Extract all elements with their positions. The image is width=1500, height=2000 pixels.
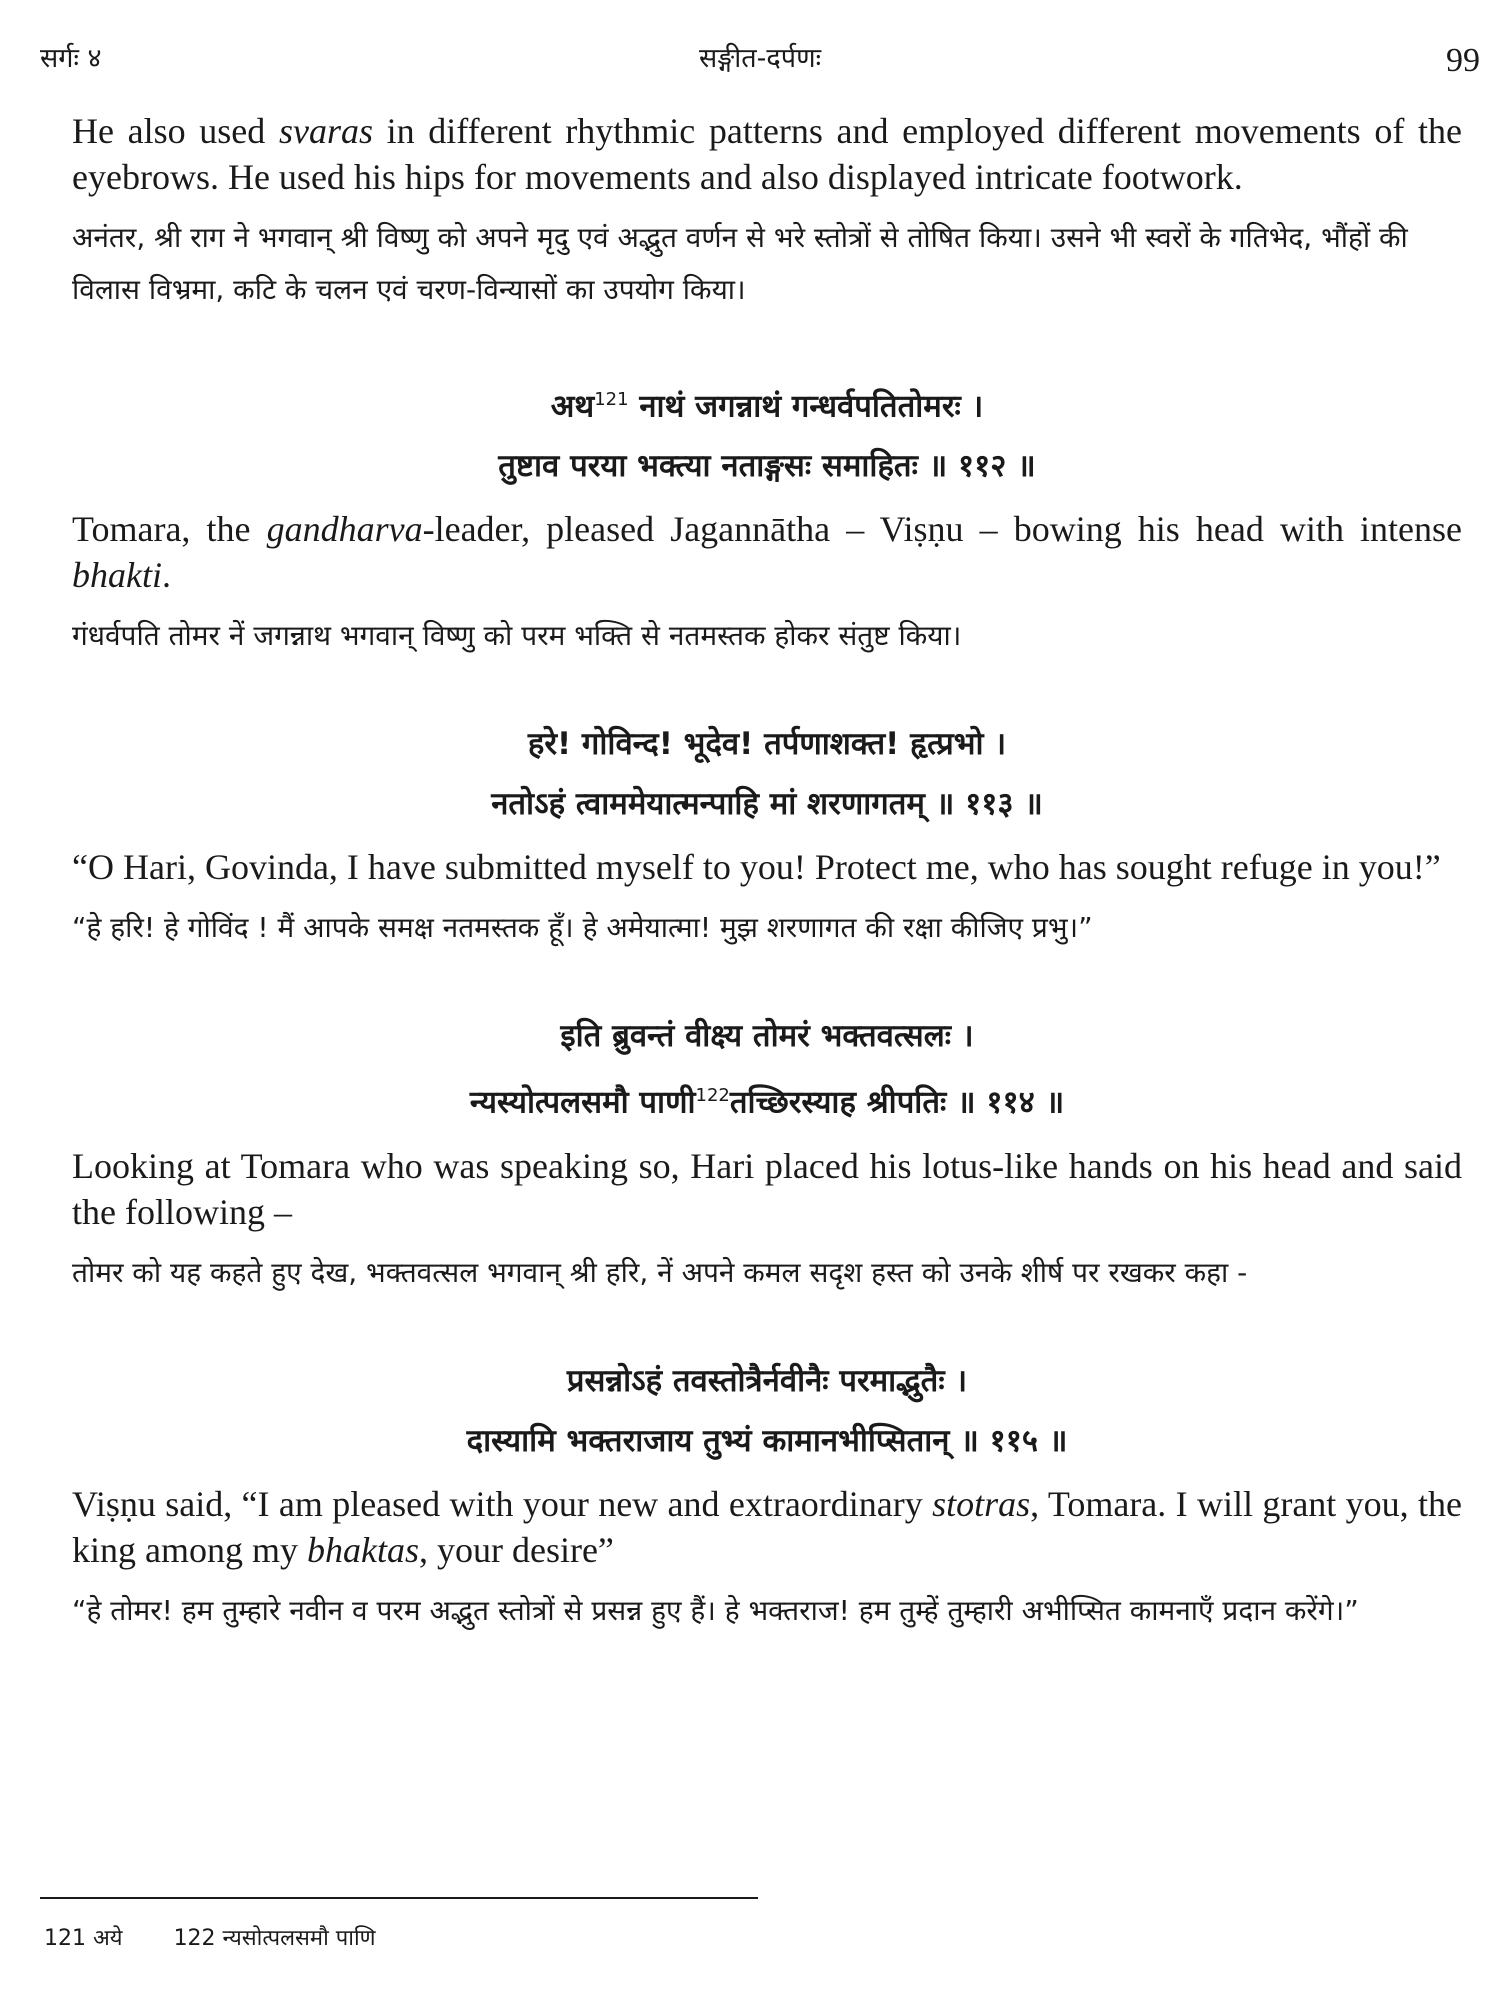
- book-title: सङ्गीत-दर्पणः: [698, 43, 822, 74]
- translation-hi: “हे हरि! हे गोविंद ! मैं आपके समक्ष नतमस्तक हूँ। हे अमेयात्मा! मुझ शरणागत की रक्षा कीजिए प्रभु।”: [72, 911, 1093, 945]
- verse-line: [72, 370, 1462, 436]
- running-header: [40, 38, 1480, 88]
- text-span: -leader, pleased Jagannātha – Viṣṇu – bowing his head with intense: [422, 509, 1463, 550]
- verse-line: तुष्टाव परया भक्त्या नताङ्गसः समाहितः ॥ ११२ ॥: [498, 448, 1036, 485]
- verse-line: हरे! गोविन्द! भूदेव! तर्पणाशक्त! हृत्प्रभो ।: [527, 726, 1007, 763]
- translation-en: [72, 1481, 1462, 1573]
- translation-en: [72, 108, 1462, 200]
- verse-line: इति ब्रुवन्तं वीक्ष्य तोमरं भक्तवत्सलः ।: [560, 1018, 974, 1055]
- translation-hi: गंधर्वपति तोमर नें जगन्नाथ भगवान् विष्णु को परम भक्ति से नतमस्तक होकर संतुष्ट किया।: [72, 619, 962, 653]
- text-span: नाथं जगन्नाथं गन्धर्वपतितोमरः ।: [628, 388, 984, 425]
- footnotes: [44, 1922, 420, 1952]
- text-span: .: [161, 555, 171, 596]
- text-span: Viṣṇu said, “I am pleased with your new and extraordinary: [72, 1483, 933, 1524]
- text-span: He also used: [72, 111, 279, 151]
- text-span: , Tomara. I will grant you, the king among my: [72, 1483, 1462, 1570]
- text-span: in different rhythmic patterns and employed different movements of the eyebrows. He used his hips for movements and also displayed intricate footwork.: [72, 111, 1462, 197]
- footnote: 122 न्यसोत्पलसमौ पाणि: [173, 1926, 376, 1951]
- verse-112: [72, 370, 1462, 496]
- italic-term: svaras: [278, 111, 373, 151]
- translation-en: Looking at Tomara who was speaking so, Hari placed his lotus-like hands on his head and said the following –: [72, 1145, 1462, 1232]
- chapter-label: सर्गः ४: [40, 43, 102, 74]
- verse-line: नतोऽहं त्वाममेयात्मन्पाहि मां शरणागतम् ॥ ११३ ॥: [491, 786, 1043, 823]
- italic-term: gandharva: [266, 509, 423, 550]
- footnote-ref: 122: [695, 1085, 730, 1107]
- verse-113: [72, 714, 1462, 834]
- translation-hi: तोमर को यह कहते हुए देख, भक्तवत्सल भगवान् श्री हरि, नें अपने कमल सदृश हस्त को उनके शीर्ष पर रखकर कहा -: [72, 1255, 1248, 1289]
- text-span: अथ: [550, 388, 595, 425]
- text-span: तच्छिरस्याह श्रीपतिः ॥ ११४ ॥: [729, 1084, 1065, 1121]
- page-number: 99: [1446, 42, 1480, 79]
- verse-114: [72, 1006, 1462, 1132]
- translation-hi: अनंतर, श्री राग ने भगवान् श्री विष्णु को अपने मृदु एवं अद्भुत वर्णन से भरे स्तोत्रों से तोषित किया। उसने भी स्वरों के गतिभेद, भौंहों की विलास विभ्रमा, कटि के चलन एवं चरण-विन्यासों का उपयोग किया।: [72, 221, 1408, 306]
- italic-term: stotras: [932, 1483, 1031, 1524]
- text-span: Tomara, the: [72, 509, 267, 550]
- translation-en: [72, 506, 1462, 598]
- italic-term: bhakti: [72, 555, 162, 596]
- footnote-ref: 121: [594, 389, 629, 410]
- text-span: न्यस्योत्पलसमौ पाणी: [469, 1084, 696, 1121]
- verse-line: [72, 1066, 1462, 1132]
- italic-term: bhaktas: [306, 1529, 419, 1570]
- translation-en: “O Hari, Govinda, I have submitted myself to you! Protect me, who has sought refuge in you!”: [72, 847, 1441, 888]
- verse-line: प्रसन्नोऽहं तवस्तोत्रैर्नवीनैः परमाद्भुतैः ।: [566, 1362, 968, 1399]
- footnote-divider: [40, 1897, 758, 1899]
- verse-115: [72, 1351, 1462, 1471]
- translation-hi: “हे तोमर! हम तुम्हारे नवीन व परम अद्भुत स्तोत्रों से प्रसन्न हुए हैं। हे भक्तराज! हम तुम्हें तुम्हारी अभीप्सित कामनाएँ प्रदान करेंगे।”: [72, 1593, 1359, 1627]
- verse-line: दास्यामि भक्तराजाय तुभ्यं कामानभीप्सितान् ॥ ११५ ॥: [466, 1422, 1068, 1459]
- text-span: , your desire”: [418, 1529, 614, 1570]
- footnote: 121 अये: [44, 1926, 123, 1951]
- page-body: [72, 108, 1462, 1637]
